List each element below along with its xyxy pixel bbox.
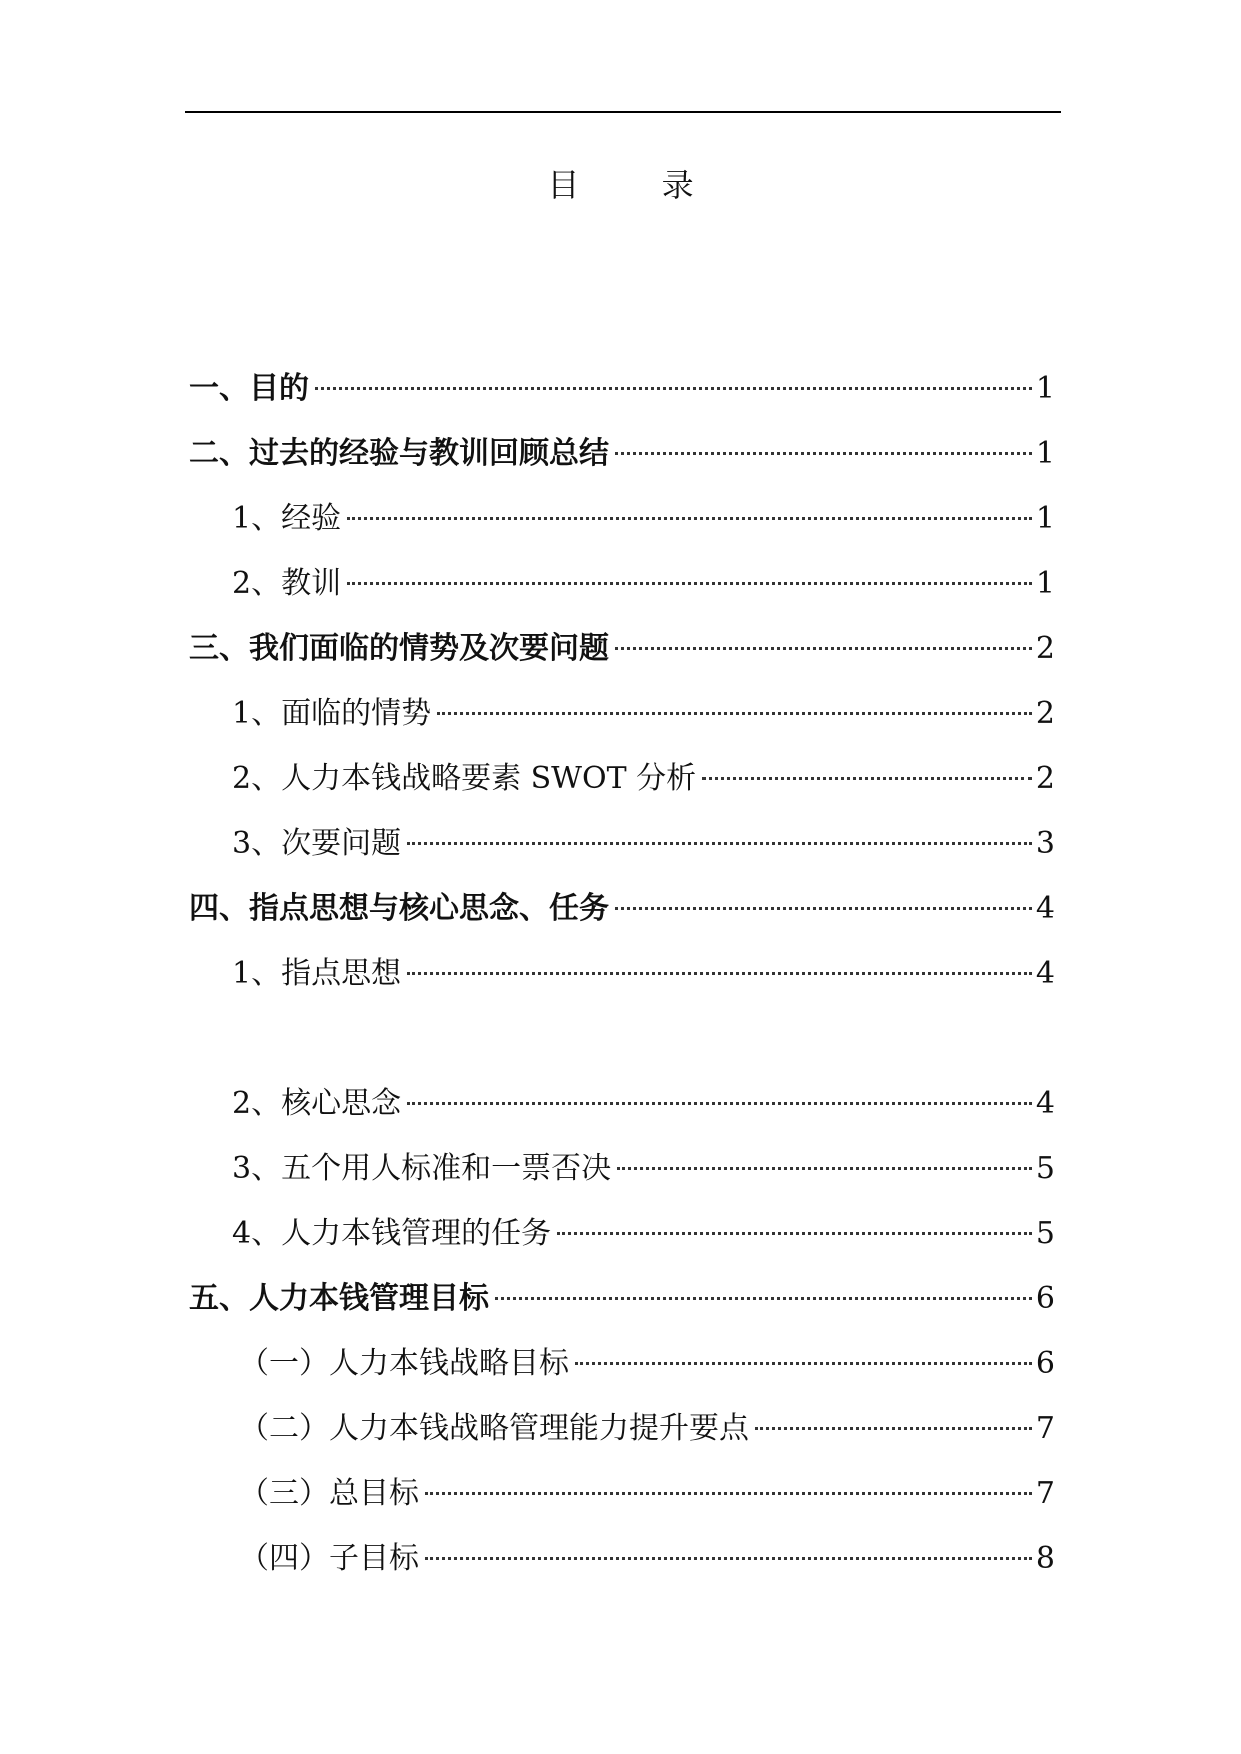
toc-entry[interactable] [189, 1201, 1055, 1266]
toc-entry[interactable] [189, 486, 1055, 551]
dot-leader [702, 777, 1032, 780]
dot-leader [347, 517, 1032, 520]
toc-entry-page: 5 [1035, 1151, 1055, 1186]
toc-entry-page: 6 [1035, 1281, 1055, 1316]
toc-entry[interactable] [189, 1526, 1055, 1591]
toc-entry[interactable] [189, 811, 1055, 876]
dot-leader [557, 1232, 1032, 1235]
toc-entry-label: 2、人力本钱战略要素 SWOT 分析 [232, 761, 697, 796]
toc-entry-page: 3 [1035, 826, 1055, 861]
toc-entry-label: 2、核心思念 [232, 1086, 402, 1121]
toc-entry-page: 7 [1035, 1476, 1055, 1511]
toc-entry[interactable] [189, 1396, 1055, 1461]
toc-entry[interactable] [189, 1136, 1055, 1201]
toc-entry-label: 三、我们面临的情势及次要问题 [189, 631, 609, 666]
toc-entry[interactable] [189, 681, 1055, 746]
blank-gap [189, 1006, 1055, 1071]
dot-leader [347, 582, 1032, 585]
dot-leader [495, 1297, 1032, 1300]
toc-entry-label: （一）人力本钱战略目标 [239, 1346, 569, 1381]
toc-entry-page: 4 [1035, 1086, 1055, 1121]
toc-entry-label: 3、五个用人标准和一票否决 [232, 1151, 612, 1186]
toc-entry-page: 8 [1035, 1541, 1055, 1576]
toc-entry-label: 1、指点思想 [232, 956, 402, 991]
dot-leader [407, 972, 1032, 975]
toc-entry-page: 4 [1035, 956, 1055, 991]
toc-entry-label: （三）总目标 [239, 1476, 419, 1511]
dot-leader [437, 712, 1032, 715]
toc-entry-page: 5 [1035, 1216, 1055, 1251]
dot-leader [615, 907, 1032, 910]
toc-entry[interactable] [189, 421, 1055, 486]
toc-entry-label: 四、指点思想与核心思念、任务 [189, 891, 609, 926]
dot-leader [617, 1167, 1032, 1170]
toc-entry-label: 五、人力本钱管理目标 [189, 1281, 489, 1316]
dot-leader [425, 1492, 1032, 1495]
dot-leader [425, 1557, 1032, 1560]
toc-entry[interactable] [189, 941, 1055, 1006]
toc-entry-page: 1 [1035, 436, 1055, 471]
toc-entry-label: 3、次要问题 [232, 826, 402, 861]
dot-leader [755, 1427, 1032, 1430]
table-of-contents [189, 356, 1055, 1591]
toc-entry-label: （二）人力本钱战略管理能力提升要点 [239, 1411, 749, 1446]
toc-entry-page: 2 [1035, 696, 1055, 731]
toc-entry-page: 1 [1035, 501, 1055, 536]
header-rule [185, 111, 1061, 113]
dot-leader [615, 452, 1032, 455]
toc-entry[interactable] [189, 551, 1055, 616]
toc-entry[interactable] [189, 1266, 1055, 1331]
toc-entry-label: 2、教训 [232, 566, 342, 601]
toc-entry-label: （四）子目标 [239, 1541, 419, 1576]
toc-entry-label: 二、过去的经验与教训回顾总结 [189, 436, 609, 471]
toc-entry-label: 1、面临的情势 [232, 696, 432, 731]
toc-entry-page: 2 [1035, 631, 1055, 666]
toc-entry[interactable] [189, 356, 1055, 421]
dot-leader [407, 842, 1032, 845]
toc-entry[interactable] [189, 616, 1055, 681]
toc-entry[interactable] [189, 746, 1055, 811]
toc-entry-page: 7 [1035, 1411, 1055, 1446]
toc-entry-page: 6 [1035, 1346, 1055, 1381]
dot-leader [407, 1102, 1032, 1105]
toc-title: 目 录 [547, 166, 730, 204]
toc-entry-label: 4、人力本钱管理的任务 [232, 1216, 552, 1251]
toc-entry-label: 1、经验 [232, 501, 342, 536]
dot-leader [575, 1362, 1032, 1365]
toc-entry-page: 1 [1035, 566, 1055, 601]
toc-entry[interactable] [189, 876, 1055, 941]
toc-entry-page: 4 [1035, 891, 1055, 926]
dot-leader [315, 387, 1032, 390]
toc-entry-page: 2 [1035, 761, 1055, 796]
toc-entry[interactable] [189, 1331, 1055, 1396]
toc-entry-label: 一、目的 [189, 371, 309, 406]
toc-entry[interactable] [189, 1461, 1055, 1526]
toc-entry[interactable] [189, 1071, 1055, 1136]
dot-leader [615, 647, 1032, 650]
toc-entry-page: 1 [1035, 371, 1055, 406]
